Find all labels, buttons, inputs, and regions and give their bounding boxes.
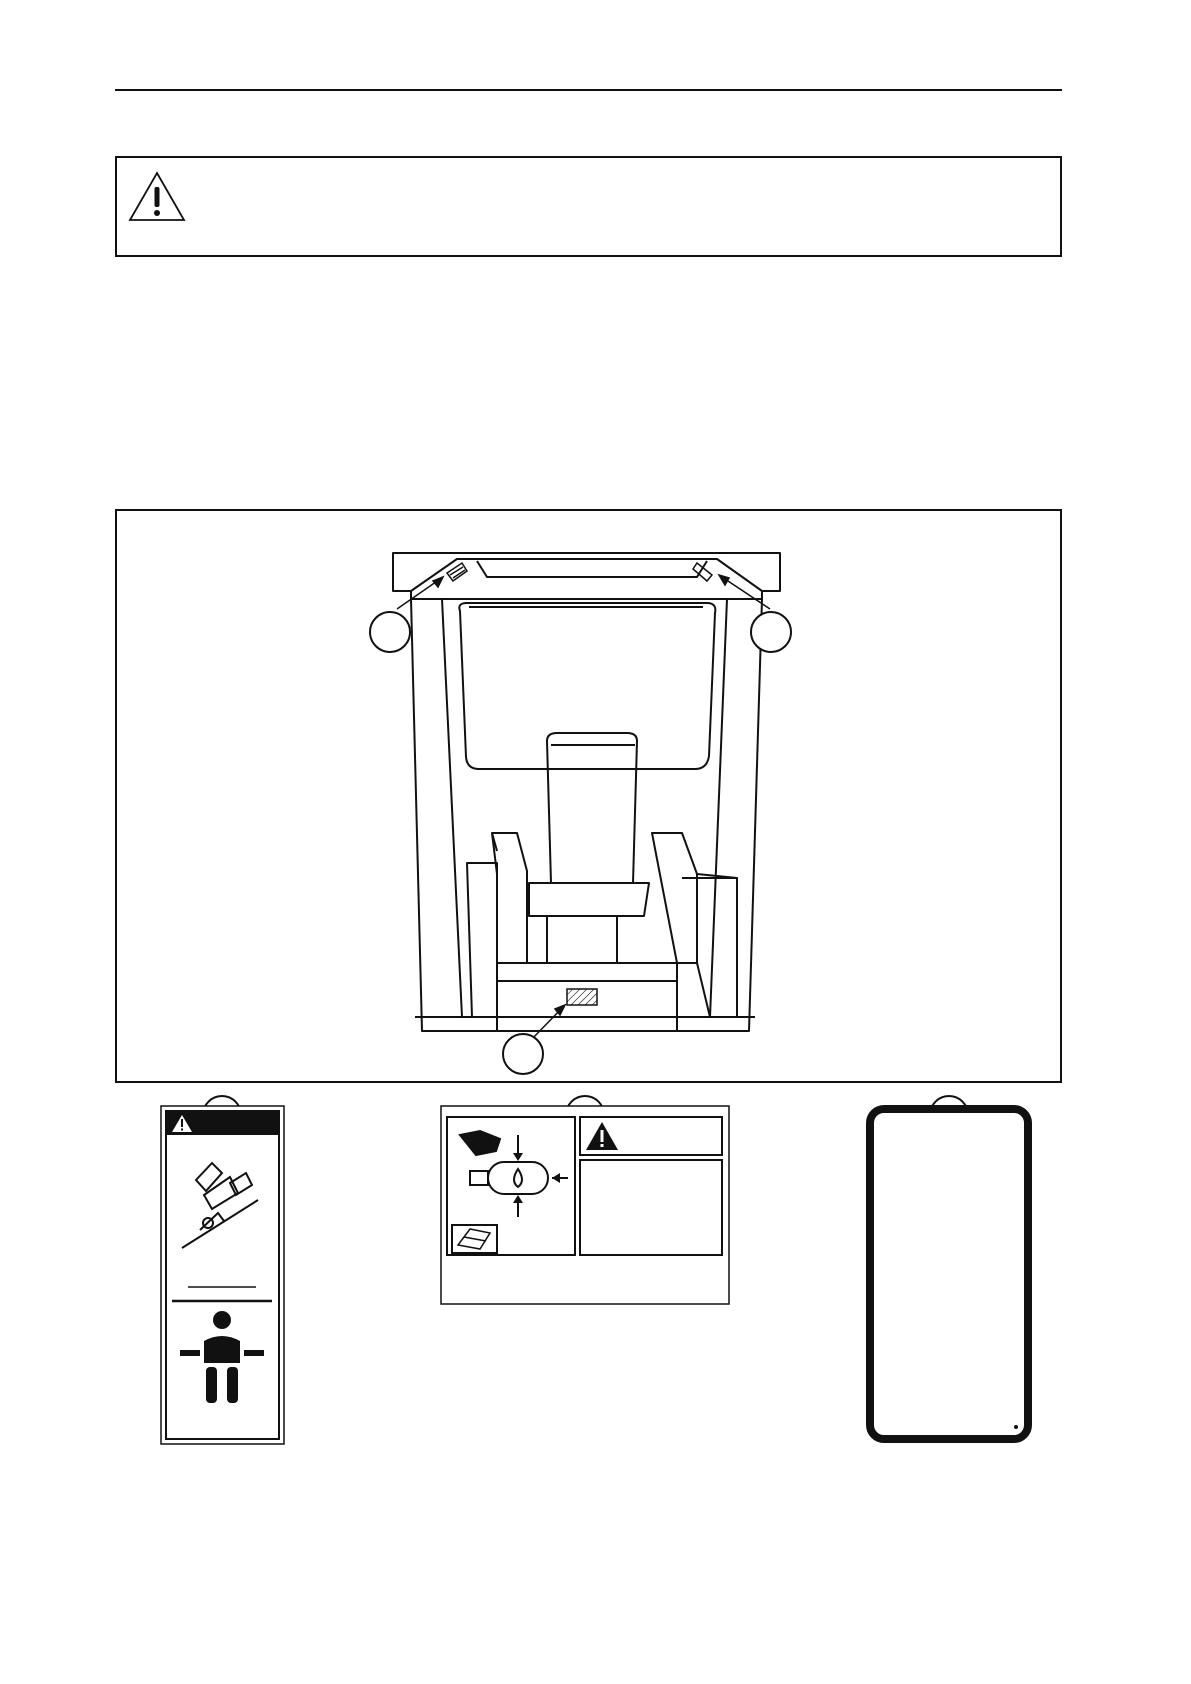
cab-illustration (117, 511, 1060, 1081)
callout-circle (370, 612, 410, 652)
accumulator-warning-decal (440, 1105, 730, 1305)
caution-box (115, 156, 1062, 257)
cab-figure (115, 509, 1062, 1083)
callout-circle (751, 612, 791, 652)
header-rule (115, 89, 1062, 91)
blank-frame-decal (866, 1105, 1032, 1445)
callout-circle (503, 1034, 543, 1074)
rollover-seatbelt-decal (160, 1105, 285, 1445)
caution-triangle-icon (127, 170, 187, 224)
blank-rounded-frame-icon (866, 1105, 1032, 1445)
